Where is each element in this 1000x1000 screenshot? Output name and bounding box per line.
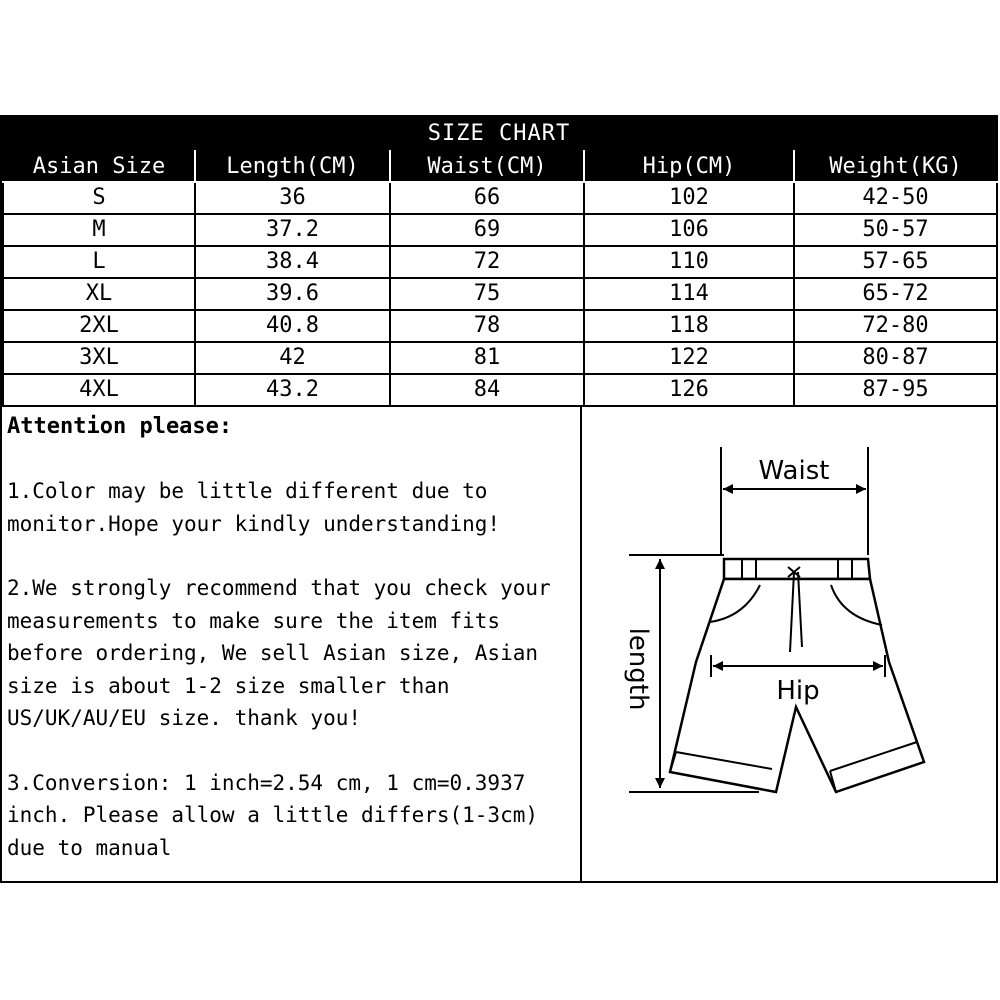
note-color: 1.Color may be little different due to monitor.Hope your kindly understanding!: [7, 479, 501, 536]
cell-waist: 72: [390, 246, 584, 278]
cell-hip: 114: [584, 278, 794, 310]
cell-weight: 65-72: [794, 278, 997, 310]
cell-size: S: [3, 182, 195, 214]
notes-heading: Attention please:: [7, 414, 233, 439]
cell-size: 3XL: [3, 342, 195, 374]
cell-hip: 118: [584, 310, 794, 342]
cell-hip: 122: [584, 342, 794, 374]
cell-weight: 50-57: [794, 214, 997, 246]
chart-title: SIZE CHART: [2, 117, 996, 150]
shorts-illustration: [584, 407, 996, 881]
header-waist: Waist(CM): [390, 151, 584, 182]
header-length: Length(CM): [195, 151, 390, 182]
cell-waist: 78: [390, 310, 584, 342]
size-table: [2, 150, 998, 407]
header-hip: Hip(CM): [584, 151, 794, 182]
header-row: [3, 151, 997, 182]
cell-size: 4XL: [3, 374, 195, 406]
cell-weight: 72-80: [794, 310, 997, 342]
attention-notes: [2, 407, 582, 881]
length-label: length: [623, 627, 653, 711]
cell-weight: 87-95: [794, 374, 997, 406]
cell-hip: 106: [584, 214, 794, 246]
header-asian-size: Asian Size: [3, 151, 195, 182]
cell-waist: 81: [390, 342, 584, 374]
cell-hip: 102: [584, 182, 794, 214]
table-row: [3, 278, 997, 310]
cell-size: M: [3, 214, 195, 246]
table-row: [3, 246, 997, 278]
header-weight: Weight(KG): [794, 151, 997, 182]
table-row: [3, 310, 997, 342]
table-row: [3, 214, 997, 246]
cell-weight: 80-87: [794, 342, 997, 374]
cell-length: 39.6: [195, 278, 390, 310]
hip-label: Hip: [776, 676, 820, 706]
cell-hip: 110: [584, 246, 794, 278]
cell-length: 40.8: [195, 310, 390, 342]
cell-length: 36: [195, 182, 390, 214]
size-chart: [0, 115, 998, 883]
cell-waist: 66: [390, 182, 584, 214]
cell-size: L: [3, 246, 195, 278]
cell-length: 43.2: [195, 374, 390, 406]
cell-waist: 75: [390, 278, 584, 310]
table-row: [3, 182, 997, 214]
table-row: [3, 374, 997, 406]
cell-length: 38.4: [195, 246, 390, 278]
cell-waist: 84: [390, 374, 584, 406]
cell-waist: 69: [390, 214, 584, 246]
table-row: [3, 342, 997, 374]
cell-weight: 57-65: [794, 246, 997, 278]
waist-label: Waist: [758, 456, 830, 486]
note-conversion: 3.Conversion: 1 inch=2.54 cm, 1 cm=0.3937 inch. Please allow a little differs(1-3cm) due to manual: [7, 770, 551, 860]
cell-weight: 42-50: [794, 182, 997, 214]
cell-hip: 126: [584, 374, 794, 406]
cell-size: 2XL: [3, 310, 195, 342]
cell-length: 37.2: [195, 214, 390, 246]
cell-length: 42: [195, 342, 390, 374]
shorts-diagram: [584, 407, 996, 881]
note-measurements: 2.We strongly recommend that you check your measurements to make sure the item fits before ordering, We sell Asian size, Asian size is about 1-2 size smaller than US/UK/AU/EU size. thank you!: [7, 576, 564, 730]
cell-size: XL: [3, 278, 195, 310]
